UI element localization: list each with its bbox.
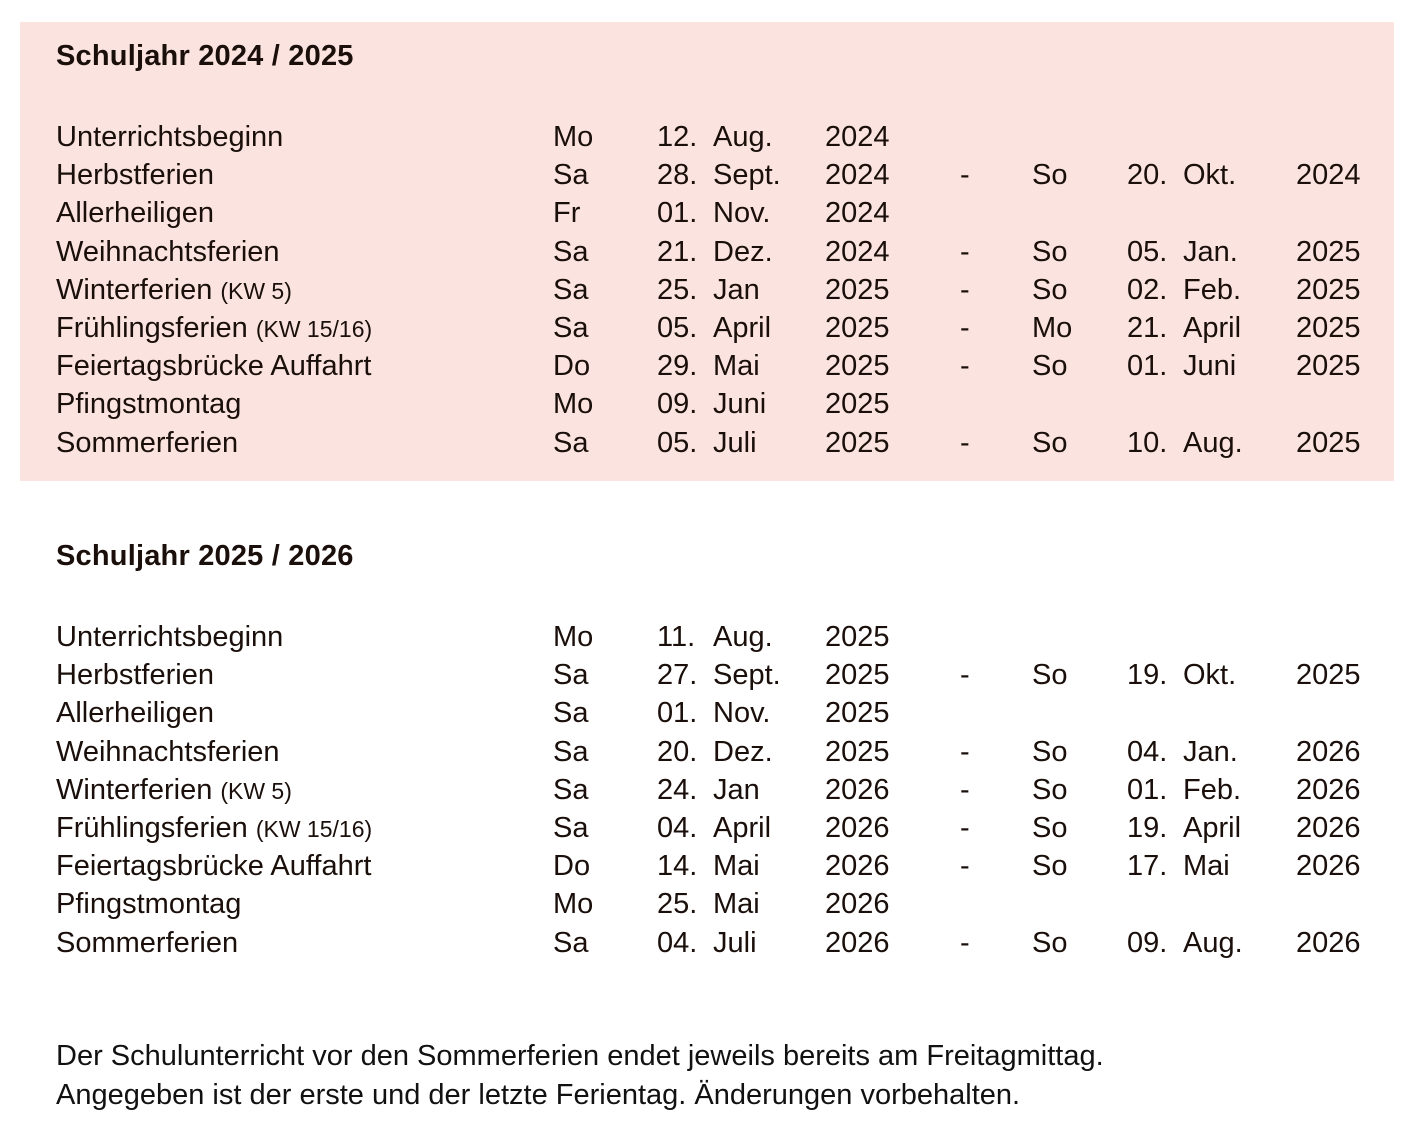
end-month: Mai bbox=[1183, 850, 1230, 883]
holiday-row bbox=[20, 194, 1394, 232]
start-month: Sept. bbox=[713, 159, 781, 192]
end-month: Okt. bbox=[1183, 159, 1237, 192]
holiday-label: Pfingstmontag bbox=[56, 888, 242, 921]
end-month: Aug. bbox=[1183, 926, 1243, 959]
end-day: 19. bbox=[1127, 811, 1168, 844]
holiday-name bbox=[56, 118, 291, 157]
holiday-row bbox=[20, 347, 1394, 385]
start-year: 2026 bbox=[825, 850, 890, 883]
holiday-name bbox=[56, 424, 246, 463]
range-dash: - bbox=[960, 273, 970, 306]
start-year: 2025 bbox=[825, 621, 890, 653]
start-month: Mai bbox=[713, 850, 760, 883]
end-day: 01. bbox=[1127, 773, 1168, 806]
calendar-week-note: (KW 15/16) bbox=[255, 315, 373, 342]
start-weekday: Do bbox=[553, 350, 591, 383]
holiday-list bbox=[20, 618, 1394, 962]
holiday-row bbox=[20, 733, 1394, 771]
start-day: 12. bbox=[657, 121, 698, 153]
start-day: 20. bbox=[657, 735, 698, 768]
range-dash: - bbox=[960, 773, 970, 806]
holiday-name bbox=[56, 385, 249, 424]
end-weekday: So bbox=[1032, 850, 1068, 883]
range-dash: - bbox=[960, 926, 970, 959]
holiday-label: Weihnachtsferien bbox=[56, 735, 280, 768]
start-year: 2025 bbox=[825, 388, 890, 421]
holiday-name bbox=[56, 233, 288, 272]
start-year: 2025 bbox=[825, 426, 890, 459]
end-year: 2025 bbox=[1296, 311, 1361, 344]
holiday-row bbox=[20, 309, 1394, 347]
start-year: 2026 bbox=[825, 811, 890, 844]
holiday-row bbox=[20, 885, 1394, 923]
start-weekday: Sa bbox=[553, 235, 589, 268]
end-weekday: So bbox=[1032, 350, 1068, 383]
range-dash: - bbox=[960, 235, 970, 268]
end-month: Feb. bbox=[1183, 773, 1242, 806]
end-year: 2025 bbox=[1296, 235, 1361, 268]
holiday-row bbox=[20, 424, 1394, 462]
holiday-label: Unterrichtsbeginn bbox=[56, 621, 284, 653]
start-month: Juni bbox=[713, 388, 767, 421]
holiday-name bbox=[56, 194, 222, 233]
start-year: 2024 bbox=[825, 121, 890, 153]
start-month: Juli bbox=[713, 926, 757, 959]
start-day: 24. bbox=[657, 773, 698, 806]
start-month: April bbox=[713, 811, 772, 844]
school-year-2024-2025-section bbox=[20, 22, 1394, 481]
end-year: 2026 bbox=[1296, 811, 1361, 844]
end-weekday: Mo bbox=[1032, 311, 1073, 344]
holiday-label: Frühlingsferien bbox=[56, 311, 248, 344]
school-year-2025-2026-section bbox=[20, 522, 1394, 982]
start-weekday: Sa bbox=[553, 811, 589, 844]
holiday-label: Feiertagsbrücke Auffahrt bbox=[56, 850, 372, 883]
end-month: Jan. bbox=[1183, 735, 1238, 768]
start-day: 29. bbox=[657, 350, 698, 383]
holiday-row bbox=[20, 385, 1394, 423]
footnote-line-1: Der Schulunterricht vor den Sommerferien endet jeweils bereits am Freitagmittag. bbox=[56, 1040, 1104, 1072]
end-year: 2025 bbox=[1296, 426, 1361, 459]
start-month: Aug. bbox=[713, 121, 773, 153]
start-year: 2025 bbox=[825, 735, 890, 768]
range-dash: - bbox=[960, 426, 970, 459]
range-dash: - bbox=[960, 659, 970, 692]
start-day: 25. bbox=[657, 888, 698, 921]
start-weekday: Do bbox=[553, 850, 591, 883]
start-weekday: Sa bbox=[553, 697, 589, 730]
start-day: 04. bbox=[657, 926, 698, 959]
start-weekday: Sa bbox=[553, 426, 589, 459]
end-day: 04. bbox=[1127, 735, 1168, 768]
start-day: 04. bbox=[657, 811, 698, 844]
section-title: Schuljahr 2025 / 2026 bbox=[56, 540, 354, 572]
holiday-label: Winterferien bbox=[56, 273, 213, 306]
start-year: 2025 bbox=[825, 350, 890, 383]
holiday-name bbox=[56, 694, 222, 733]
start-weekday: Sa bbox=[553, 159, 589, 192]
end-year: 2026 bbox=[1296, 773, 1361, 806]
start-month: Aug. bbox=[713, 621, 773, 653]
holiday-label: Winterferien bbox=[56, 773, 213, 806]
holiday-label: Feiertagsbrücke Auffahrt bbox=[56, 350, 372, 383]
start-month: Nov. bbox=[713, 697, 771, 730]
start-day: 01. bbox=[657, 697, 698, 730]
holiday-list bbox=[20, 118, 1394, 462]
footnote bbox=[56, 1037, 1104, 1114]
holiday-row bbox=[20, 233, 1394, 271]
holiday-label: Pfingstmontag bbox=[56, 388, 242, 421]
holiday-name bbox=[56, 347, 379, 386]
start-day: 11. bbox=[657, 621, 696, 653]
end-weekday: So bbox=[1032, 659, 1068, 692]
start-month: Jan bbox=[713, 273, 760, 306]
holiday-row bbox=[20, 156, 1394, 194]
start-year: 2025 bbox=[825, 697, 890, 730]
end-day: 05. bbox=[1127, 235, 1168, 268]
start-month: April bbox=[713, 311, 772, 344]
start-day: 05. bbox=[657, 311, 698, 344]
holiday-row bbox=[20, 271, 1394, 309]
start-day: 01. bbox=[657, 197, 698, 230]
calendar-week-note: (KW 15/16) bbox=[255, 815, 373, 842]
holiday-row bbox=[20, 809, 1394, 847]
start-weekday: Fr bbox=[553, 197, 581, 230]
end-month: April bbox=[1183, 811, 1242, 844]
holiday-label: Herbstferien bbox=[56, 659, 214, 692]
start-year: 2025 bbox=[825, 273, 890, 306]
start-day: 14. bbox=[657, 850, 698, 883]
start-weekday: Sa bbox=[553, 273, 589, 306]
end-year: 2025 bbox=[1296, 659, 1361, 692]
start-weekday: Sa bbox=[553, 926, 589, 959]
start-month: Juli bbox=[713, 426, 757, 459]
start-day: 05. bbox=[657, 426, 698, 459]
end-weekday: So bbox=[1032, 273, 1068, 306]
start-weekday: Sa bbox=[553, 311, 589, 344]
calendar-week-note: (KW 5) bbox=[220, 277, 292, 304]
start-day: 09. bbox=[657, 388, 698, 421]
end-month: Aug. bbox=[1183, 426, 1243, 459]
end-weekday: So bbox=[1032, 235, 1068, 268]
holiday-row bbox=[20, 118, 1394, 156]
holiday-row bbox=[20, 618, 1394, 656]
holiday-label: Sommerferien bbox=[56, 926, 239, 959]
holiday-label: Allerheiligen bbox=[56, 197, 214, 230]
end-year: 2024 bbox=[1296, 159, 1361, 192]
end-month: April bbox=[1183, 311, 1242, 344]
end-weekday: So bbox=[1032, 926, 1068, 959]
start-day: 25. bbox=[657, 273, 698, 306]
start-weekday: Mo bbox=[553, 621, 594, 653]
range-dash: - bbox=[960, 850, 970, 883]
holiday-name bbox=[56, 924, 246, 963]
start-month: Mai bbox=[713, 888, 760, 921]
end-day: 19. bbox=[1127, 659, 1168, 692]
holiday-name bbox=[56, 656, 222, 695]
holiday-label: Sommerferien bbox=[56, 426, 239, 459]
holiday-name bbox=[56, 156, 222, 195]
end-year: 2026 bbox=[1296, 850, 1361, 883]
holiday-label: Herbstferien bbox=[56, 159, 214, 192]
end-month: Juni bbox=[1183, 350, 1237, 383]
start-month: Dez. bbox=[713, 235, 773, 268]
start-weekday: Sa bbox=[553, 659, 589, 692]
holiday-row bbox=[20, 694, 1394, 732]
calendar-week-note: (KW 5) bbox=[220, 777, 292, 804]
end-month: Jan. bbox=[1183, 235, 1238, 268]
end-day: 02. bbox=[1127, 273, 1168, 306]
holiday-name bbox=[56, 809, 372, 848]
holiday-label: Unterrichtsbeginn bbox=[56, 121, 284, 153]
start-year: 2024 bbox=[825, 159, 890, 192]
start-weekday: Sa bbox=[553, 773, 589, 806]
end-day: 10. bbox=[1127, 426, 1168, 459]
holiday-row bbox=[20, 771, 1394, 809]
start-month: Jan bbox=[713, 773, 760, 806]
holiday-name bbox=[56, 309, 372, 348]
end-day: 21. bbox=[1127, 311, 1168, 344]
end-weekday: So bbox=[1032, 773, 1068, 806]
start-month: Mai bbox=[713, 350, 760, 383]
start-year: 2026 bbox=[825, 773, 890, 806]
holiday-name bbox=[56, 885, 249, 924]
holiday-label: Frühlingsferien bbox=[56, 811, 248, 844]
holiday-row bbox=[20, 847, 1394, 885]
start-year: 2025 bbox=[825, 311, 890, 344]
start-year: 2025 bbox=[825, 659, 890, 692]
holiday-name bbox=[56, 271, 292, 310]
end-year: 2025 bbox=[1296, 273, 1361, 306]
holiday-name bbox=[56, 847, 379, 886]
start-year: 2026 bbox=[825, 888, 890, 921]
start-year: 2024 bbox=[825, 235, 890, 268]
range-dash: - bbox=[960, 311, 970, 344]
start-weekday: Mo bbox=[553, 121, 594, 153]
start-year: 2024 bbox=[825, 197, 890, 230]
range-dash: - bbox=[960, 735, 970, 768]
end-weekday: So bbox=[1032, 735, 1068, 768]
start-weekday: Sa bbox=[553, 735, 589, 768]
end-month: Feb. bbox=[1183, 273, 1242, 306]
holiday-row bbox=[20, 656, 1394, 694]
end-day: 17. bbox=[1127, 850, 1168, 883]
holiday-label: Weihnachtsferien bbox=[56, 235, 280, 268]
footnote-line-2: Angegeben ist der erste und der letzte Ferientag. Änderungen vorbehalten. bbox=[56, 1078, 1021, 1111]
start-day: 27. bbox=[657, 659, 698, 692]
start-month: Dez. bbox=[713, 735, 773, 768]
start-year: 2026 bbox=[825, 926, 890, 959]
range-dash: - bbox=[960, 350, 970, 383]
start-weekday: Mo bbox=[553, 888, 594, 921]
holiday-name bbox=[56, 771, 292, 810]
section-title: Schuljahr 2024 / 2025 bbox=[56, 40, 354, 72]
end-day: 09. bbox=[1127, 926, 1168, 959]
end-year: 2026 bbox=[1296, 735, 1361, 768]
start-day: 21. bbox=[657, 235, 698, 268]
holiday-label: Allerheiligen bbox=[56, 697, 214, 730]
range-dash: - bbox=[960, 811, 970, 844]
range-dash: - bbox=[960, 159, 970, 192]
end-weekday: So bbox=[1032, 426, 1068, 459]
end-year: 2026 bbox=[1296, 926, 1361, 959]
end-day: 01. bbox=[1127, 350, 1168, 383]
start-month: Nov. bbox=[713, 197, 771, 230]
holiday-name bbox=[56, 618, 291, 657]
end-weekday: So bbox=[1032, 811, 1068, 844]
start-month: Sept. bbox=[713, 659, 781, 692]
start-day: 28. bbox=[657, 159, 698, 192]
end-year: 2025 bbox=[1296, 350, 1361, 383]
start-weekday: Mo bbox=[553, 388, 594, 421]
holiday-row bbox=[20, 924, 1394, 962]
holiday-name bbox=[56, 733, 288, 772]
end-day: 20. bbox=[1127, 159, 1168, 192]
end-month: Okt. bbox=[1183, 659, 1237, 692]
end-weekday: So bbox=[1032, 159, 1068, 192]
